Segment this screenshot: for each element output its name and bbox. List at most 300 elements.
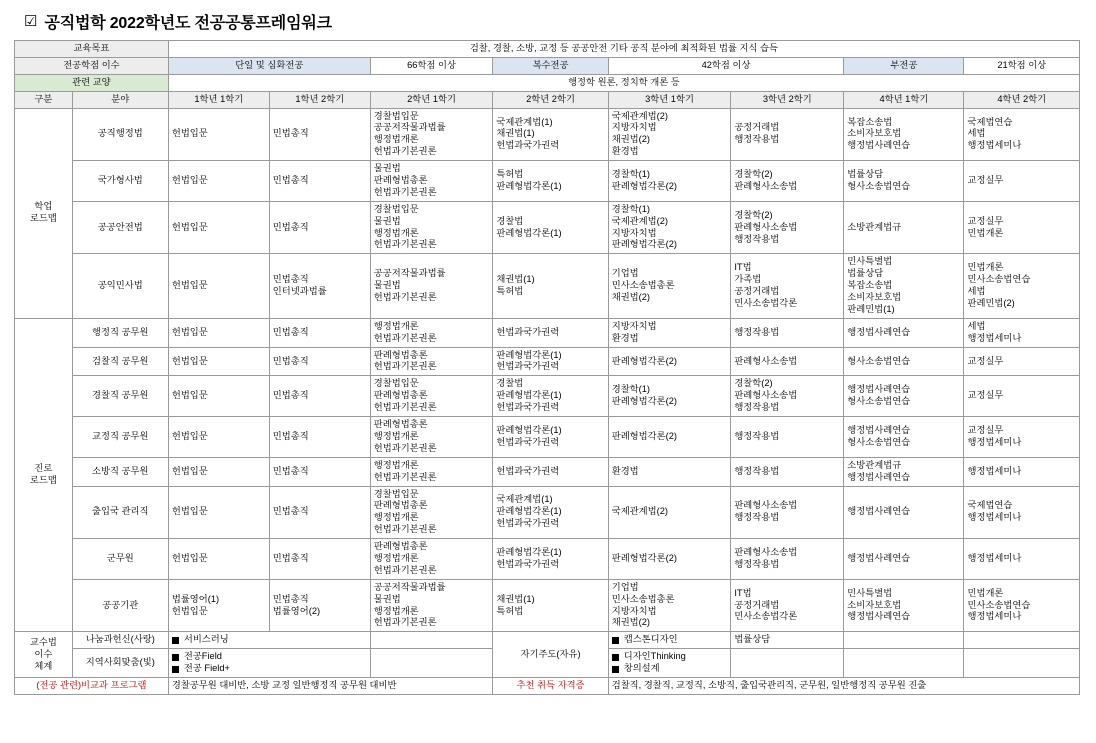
course-name: 법률상담 (847, 169, 884, 180)
course-cell (964, 457, 1080, 486)
course-name: 법률영어(2) (272, 605, 321, 616)
course-name: 행정법사례연습 (847, 140, 911, 151)
course-name: 헌법과국가권력 (496, 436, 560, 447)
program-label: (전공 관련)비교과 프로그램 (15, 677, 169, 694)
course-name: 국제법연습 (967, 500, 1013, 511)
teaching-row2-blank-d (964, 649, 1080, 678)
certificate-label: 추천 취득 자격증 (493, 677, 608, 694)
self-directed-label: 자기주도(자유) (493, 632, 608, 678)
course-cell (168, 539, 269, 580)
course-name: 공공저작물과법률 (373, 581, 446, 592)
course-name: 행정작용법 (734, 233, 780, 244)
course-name: 행정법개론 (373, 605, 419, 616)
course-name: 국제관계법(1) (496, 116, 553, 127)
course-name: 교정실무 (967, 424, 1004, 435)
course-name: 행정법개론 (373, 552, 419, 563)
course-name: 형사소송법연습 (847, 396, 911, 407)
liberal-value: 행정학 원론, 정치학 개론 등 (168, 74, 1079, 91)
col-header-term-1: 1학년 1학기 (168, 91, 269, 108)
course-name: 민법총직 (272, 355, 309, 366)
course-name: 헌법과기본권론 (373, 402, 437, 413)
course-name: 민사특별법 (847, 256, 893, 267)
teaching-row1-items (168, 632, 370, 649)
course-name: 물권법 (373, 593, 401, 604)
course-name: 환경법 (611, 332, 639, 343)
course-name: 판례형법각론(1) (496, 506, 562, 517)
course-name: 행정법사례연습 (847, 471, 911, 482)
course-name: 국제관계법(2) (611, 506, 668, 517)
course-name: 민사소송법총론 (611, 593, 675, 604)
course-name: 헌법과국가권력 (496, 518, 560, 529)
course-name: 민사소송법총론 (611, 280, 675, 291)
course-name: 민법총직 (272, 221, 309, 232)
course-cell (964, 201, 1080, 254)
course-name: 민법총직 (272, 175, 309, 186)
course-cell (493, 486, 608, 539)
course-cell (168, 376, 269, 417)
course-cell (844, 376, 964, 417)
course-name: 헌법과국가권력 (496, 402, 560, 413)
course-name: 헌법과기본권론 (373, 332, 437, 343)
course-name: 민법총직 (272, 430, 309, 441)
course-name: 행정법세미나 (967, 465, 1022, 476)
course-cell (370, 579, 493, 632)
course-name: 국제법연습 (967, 116, 1013, 127)
program-value: 경찰공무원 대비반, 소방 교정 일반행정직 공무원 대비반 (168, 677, 493, 694)
teaching-row2-blank-b (731, 649, 844, 678)
course-cell (493, 201, 608, 254)
course-cell (844, 161, 964, 202)
course-cell (168, 457, 269, 486)
course-name: 행정작용법 (734, 402, 780, 413)
course-cell (168, 318, 269, 347)
course-cell (493, 254, 608, 318)
self-item-label: 캡스톤디자인 (623, 634, 678, 645)
course-name: 행정법사례연습 (847, 384, 911, 395)
table-row-credits (15, 57, 1080, 74)
course-cell (493, 376, 608, 417)
course-name: 공공저작물과법률 (373, 268, 446, 279)
course-name: 공공저작물과법률 (373, 122, 446, 133)
course-name: 법률영어(1) (171, 593, 220, 604)
course-cell (269, 539, 370, 580)
course-name: 국제관계법(2) (611, 110, 668, 121)
course-name: 판례형법총론 (373, 500, 428, 511)
course-name: 행정법세미나 (967, 436, 1022, 447)
field-label: 소방직 공무원 (72, 457, 168, 486)
course-name: 판례형법각론(2) (611, 430, 677, 441)
bullet-icon (172, 654, 179, 661)
course-name: 행정법개론 (373, 512, 419, 523)
table-row-programs (15, 677, 1080, 694)
bullet-icon (612, 637, 619, 644)
course-cell (964, 161, 1080, 202)
course-cell (269, 347, 370, 376)
bullet-icon (612, 666, 619, 673)
course-name: 복잡소송법 (847, 280, 893, 291)
course-name: 민사소송법연습 (967, 599, 1031, 610)
course-name: 판례민법(2) (967, 297, 1015, 308)
checkbox-icon: ☑ (24, 13, 38, 30)
course-cell (844, 201, 964, 254)
course-name: 판례형법각론(1) (496, 390, 562, 401)
course-cell (964, 486, 1080, 539)
course-name: 민사특별법 (847, 587, 893, 598)
col-header-term-5: 3학년 1학기 (608, 91, 731, 108)
course-cell (370, 486, 493, 539)
course-cell (168, 108, 269, 161)
course-cell (370, 254, 493, 318)
page-title (24, 10, 1082, 33)
course-name: 경찰학(1) (611, 203, 651, 214)
course-name: 행정법사례연습 (847, 552, 911, 563)
course-cell (964, 347, 1080, 376)
course-name: 판례형법각론(2) (611, 180, 677, 191)
course-name: 헌법과기본권론 (373, 146, 437, 157)
field-label: 공직행정법 (72, 108, 168, 161)
course-name: 헌법입문 (171, 280, 208, 291)
course-cell (269, 457, 370, 486)
course-name: 경찰법입문 (373, 203, 419, 214)
course-name: 헌법입문 (171, 552, 208, 563)
table-row-goal (15, 41, 1080, 58)
course-name: 헌법과기본권론 (373, 471, 437, 482)
course-cell (168, 254, 269, 318)
course-name: 헌법과기본권론 (373, 524, 437, 535)
course-name: 판례형사소송법 (734, 547, 798, 557)
course-name: 경찰법입문 (373, 378, 419, 389)
course-cell (844, 486, 964, 539)
course-cell (269, 376, 370, 417)
course-name: 특허법 (496, 286, 524, 297)
course-cell (608, 161, 731, 202)
course-cell (608, 318, 731, 347)
course-cell (168, 417, 269, 458)
self-extra-item: 법률상담 (731, 632, 844, 649)
col-header-term-3: 2학년 1학기 (370, 91, 493, 108)
course-name: 세법 (967, 286, 986, 297)
course-name: 판례형법각론(1) (496, 349, 562, 360)
teaching-row2-blank-c (844, 649, 964, 678)
self-items-rest (608, 649, 731, 678)
course-name: 복잡소송법 (847, 116, 893, 127)
course-name: 민법총직 (272, 274, 309, 285)
page-title-text: 공직법학 2022학년도 전공공통프레임워크 (44, 15, 332, 32)
course-name: 지방자치법 (611, 605, 657, 616)
col-header-term-7: 4학년 1학기 (844, 91, 964, 108)
course-cell (269, 108, 370, 161)
course-name: 헌법입문 (171, 128, 208, 139)
course-cell (168, 347, 269, 376)
course-name: 판례형사소송법 (734, 390, 798, 401)
course-name: 헌법입문 (171, 175, 208, 186)
course-name: 민사소송법연습 (967, 274, 1031, 285)
course-name: 행정작용법 (734, 134, 780, 145)
course-cell (168, 579, 269, 632)
course-name: 헌법입문 (171, 430, 208, 441)
course-cell (370, 457, 493, 486)
course-name: 행정작용법 (734, 465, 780, 476)
course-name: 공정거래법 (734, 286, 780, 297)
field-label: 행정직 공무원 (72, 318, 168, 347)
col-header-division: 구분 (15, 91, 73, 108)
course-cell (608, 486, 731, 539)
field-label: 출입국 관리직 (72, 486, 168, 539)
field-label: 공공안전법 (72, 201, 168, 254)
field-label: 경찰직 공무원 (72, 376, 168, 417)
course-name: 채권법(1) (496, 274, 535, 285)
course-name: 소방관계법규 (847, 221, 902, 232)
course-name: 공정거래법 (734, 122, 780, 133)
course-name: 행정작용법 (734, 430, 780, 441)
teaching-row2-blank-a (370, 649, 493, 678)
course-name: 판례형법총론 (373, 349, 428, 360)
course-cell (844, 539, 964, 580)
course-cell (269, 318, 370, 347)
course-cell (370, 318, 493, 347)
course-name: 행정법세미나 (967, 512, 1022, 523)
col-header-term-2: 1학년 2학기 (269, 91, 370, 108)
course-name: 소방관계법규 (847, 459, 902, 470)
course-cell (168, 201, 269, 254)
course-name: 판례형법각론(2) (611, 355, 677, 366)
course-name: 민사소송법각론 (734, 611, 798, 622)
field-label: 군무원 (72, 539, 168, 580)
course-cell (844, 457, 964, 486)
course-name: 판례형법각론(1) (496, 180, 562, 191)
course-name: 헌법과기본권론 (373, 186, 437, 197)
teaching-row1-blank-a (370, 632, 493, 649)
course-name: 지방자치법 (611, 227, 657, 238)
course-cell (964, 376, 1080, 417)
table-row (15, 108, 1080, 161)
field-label: 공공기관 (72, 579, 168, 632)
course-cell (964, 539, 1080, 580)
course-name: 민법개론 (967, 227, 1004, 238)
course-name: 국제관계법(1) (496, 494, 553, 505)
field-label: 교정직 공무원 (72, 417, 168, 458)
course-name: 민법개론 (967, 262, 1004, 273)
course-name: 행정법개론 (373, 459, 419, 470)
course-name: 행정법사례연습 (847, 326, 911, 337)
credits-label: 전공학점 이수 (15, 57, 169, 74)
course-cell (608, 539, 731, 580)
table-row (15, 376, 1080, 417)
teaching-item-label: 전공 Field+ (183, 663, 230, 674)
course-name: 판례형사소송법 (734, 500, 798, 511)
field-label: 국가형사법 (72, 161, 168, 202)
course-cell (844, 318, 964, 347)
table-row (15, 161, 1080, 202)
course-cell (269, 486, 370, 539)
course-name: 환경법 (611, 465, 639, 476)
course-cell (964, 318, 1080, 347)
course-name: 행정법세미나 (967, 611, 1022, 622)
course-cell (964, 108, 1080, 161)
course-name: 물권법 (373, 163, 401, 174)
course-cell (844, 579, 964, 632)
course-cell (608, 376, 731, 417)
course-name: 판례형사소송법 (734, 355, 798, 366)
table-row (15, 579, 1080, 632)
self-item-label: 창의설계 (623, 663, 660, 674)
course-cell (608, 579, 731, 632)
course-name: 민법총직 (272, 552, 309, 563)
course-cell (608, 347, 731, 376)
course-name: 세법 (967, 320, 986, 331)
course-name: 민법총직 (272, 390, 309, 401)
table-row (15, 486, 1080, 539)
course-name: 헌법입문 (171, 390, 208, 401)
course-name: 민법총직 (272, 128, 309, 139)
self-item-label: 디자인Thinking (623, 651, 686, 662)
course-cell (370, 161, 493, 202)
teaching-row1-label: 나눔과헌신(사랑) (72, 632, 168, 649)
course-name: 행정작용법 (734, 512, 780, 523)
course-name: 판례형법총론 (373, 175, 428, 186)
course-name: IT법 (734, 587, 752, 598)
course-name: 채권법(2) (611, 617, 651, 628)
credit-value-double: 42학점 이상 (608, 57, 844, 74)
course-name: 소비자보호법 (847, 128, 902, 139)
course-name: 헌법입문 (171, 326, 208, 337)
col-header-field: 분야 (72, 91, 168, 108)
course-name: 헌법입문 (171, 221, 208, 232)
table-header-row (15, 91, 1080, 108)
liberal-label: 관련 교양 (15, 74, 169, 91)
course-cell (370, 108, 493, 161)
course-cell (608, 254, 731, 318)
course-name: 헌법과기본권론 (373, 442, 437, 453)
course-name: 교정실무 (967, 390, 1004, 401)
course-name: 지방자치법 (611, 122, 657, 133)
course-cell (731, 376, 844, 417)
course-name: 판례형사소송법 (734, 180, 798, 191)
table-row (15, 539, 1080, 580)
course-name: 행정법세미나 (967, 552, 1022, 563)
course-name: 헌법입문 (171, 605, 208, 616)
course-name: 헌법입문 (171, 506, 208, 517)
course-name: 헌법입문 (171, 355, 208, 366)
course-cell (731, 347, 844, 376)
course-name: 행정법개론 (373, 134, 419, 145)
course-name: 행정법개론 (373, 227, 419, 238)
course-cell (731, 108, 844, 161)
section-label-career: 진로 로드맵 (15, 318, 73, 631)
course-cell (493, 579, 608, 632)
course-name: 행정작용법 (734, 558, 780, 569)
course-name: 특허법 (496, 605, 524, 616)
course-name: IT법 (734, 262, 752, 273)
col-header-term-6: 3학년 2학기 (731, 91, 844, 108)
course-name: 헌법과기본권론 (373, 564, 437, 575)
course-name: 경찰학(2) (734, 169, 773, 180)
course-name: 판례형법각론(1) (496, 424, 562, 435)
course-name: 판례형법각론(2) (611, 239, 677, 250)
course-name: 물권법 (373, 280, 401, 291)
course-cell (731, 161, 844, 202)
course-cell (844, 108, 964, 161)
course-name: 판례형법각론(1) (496, 227, 562, 238)
bullet-icon (612, 654, 619, 661)
course-name: 행정작용법 (734, 326, 780, 337)
course-name: 민법총직 (272, 593, 309, 604)
course-cell (269, 417, 370, 458)
course-cell (493, 417, 608, 458)
table-row (15, 457, 1080, 486)
course-name: 공정거래법 (734, 599, 780, 610)
course-cell (964, 254, 1080, 318)
table-row-liberal (15, 74, 1080, 91)
course-cell (731, 254, 844, 318)
course-cell (844, 254, 964, 318)
course-name: 소비자보호법 (847, 599, 902, 610)
course-name: 채권법(2) (611, 292, 651, 303)
course-name: 판례형법각론(1) (496, 547, 562, 557)
course-cell (731, 201, 844, 254)
course-name: 헌법과국가권력 (496, 140, 560, 151)
course-cell (608, 108, 731, 161)
course-cell (844, 347, 964, 376)
teaching-item-label: 서비스러닝 (183, 634, 229, 645)
course-name: 헌법과기본권론 (373, 361, 437, 372)
course-cell (269, 201, 370, 254)
course-name: 판례형법각론(2) (611, 396, 677, 407)
course-name: 지방자치법 (611, 320, 657, 331)
course-cell (370, 201, 493, 254)
course-name: 판례형법각론(2) (611, 552, 677, 563)
table-row (15, 347, 1080, 376)
course-name: 민법총직 (272, 326, 309, 337)
course-cell (269, 254, 370, 318)
course-name: 경찰법입문 (373, 110, 419, 121)
course-name: 판례형사소송법 (734, 221, 798, 232)
credit-type-single: 단일 및 심화전공 (168, 57, 370, 74)
course-cell (370, 376, 493, 417)
course-cell (493, 539, 608, 580)
course-cell (964, 579, 1080, 632)
course-name: 교정실무 (967, 175, 1004, 186)
credit-type-double: 복수전공 (493, 57, 608, 74)
course-name: 헌법과기본권론 (373, 239, 437, 250)
course-name: 행정법사례연습 (847, 424, 911, 435)
course-name: 행정법사례연습 (847, 611, 911, 622)
course-name: 헌법과기본권론 (373, 292, 437, 303)
course-name: 기업법 (611, 581, 639, 592)
course-cell (731, 539, 844, 580)
course-cell (608, 457, 731, 486)
table-row (15, 201, 1080, 254)
course-cell (370, 417, 493, 458)
course-name: 경찰학(2) (734, 378, 773, 389)
course-name: 헌법과국가권력 (496, 326, 560, 337)
course-name: 교정실무 (967, 215, 1004, 226)
teaching-system-label: 교수법 이수 체계 (15, 632, 73, 678)
course-name: 헌법과국가권력 (496, 558, 560, 569)
course-cell (493, 108, 608, 161)
course-name: 민법총직 (272, 506, 309, 517)
course-name: 경찰학(1) (611, 384, 651, 395)
course-cell (370, 539, 493, 580)
course-name: 판례형법총론 (373, 419, 428, 430)
course-name: 경찰학(2) (734, 209, 773, 220)
course-name: 채권법(1) (496, 593, 535, 604)
teaching-item-label: 전공Field (183, 651, 222, 662)
course-cell (731, 318, 844, 347)
course-name: 교정실무 (967, 355, 1004, 366)
course-name: 행정법세미나 (967, 332, 1022, 343)
course-name: 특허법 (496, 169, 524, 180)
